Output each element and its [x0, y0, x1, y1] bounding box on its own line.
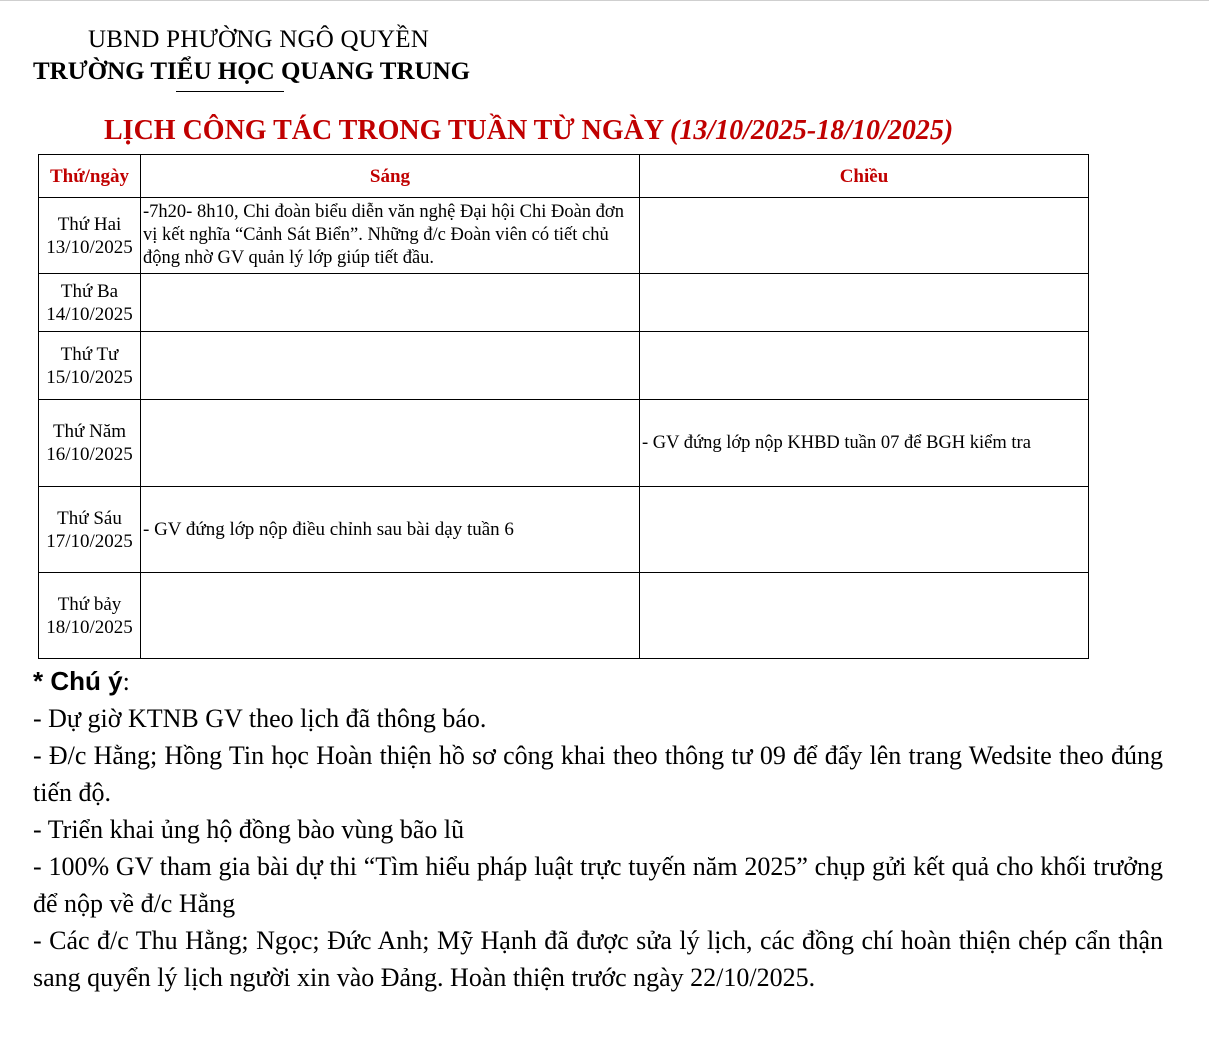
- date: 16/10/2025: [46, 444, 133, 465]
- day-cell: [39, 573, 141, 659]
- table-row: [39, 274, 1089, 332]
- notes-heading: [33, 663, 1163, 700]
- morning-cell: [141, 332, 640, 400]
- date: 14/10/2025: [46, 303, 133, 325]
- afternoon-cell: [640, 332, 1089, 400]
- notes-heading-colon: :: [122, 667, 130, 696]
- header-afternoon: Chiều: [640, 155, 1089, 198]
- table-row: [39, 198, 1089, 274]
- day-cell: [39, 198, 141, 274]
- morning-cell: - GV đứng lớp nộp điều chỉnh sau bài dạy tuần 6: [141, 487, 640, 573]
- weekday: Thứ bảy: [57, 593, 122, 615]
- afternoon-cell: [640, 274, 1089, 332]
- table-row: [39, 332, 1089, 400]
- schedule-date-range: (13/10/2025-18/10/2025): [670, 115, 954, 146]
- header-day: Thứ/ngày: [39, 155, 141, 198]
- top-border-line: [0, 0, 1209, 1]
- weekday: Thứ Năm: [52, 421, 127, 442]
- school-name-underline: [176, 91, 284, 92]
- schedule-title-text: LỊCH CÔNG TÁC TRONG TUẦN TỪ NGÀY: [104, 115, 671, 146]
- weekday: Thứ Ba: [60, 280, 119, 302]
- day-cell: [39, 274, 141, 332]
- notes-section: [33, 663, 1163, 996]
- table-row: [39, 573, 1089, 659]
- afternoon-cell: - GV đứng lớp nộp KHBD tuần 07 để BGH kiểm tra: [640, 400, 1089, 487]
- weekday: Thứ Hai: [57, 213, 122, 235]
- note-item: - 100% GV tham gia bài dự thi “Tìm hiểu pháp luật trực tuyến năm 2025” chụp gửi kết quả cho khối trưởng để nộp về đ/c Hằng: [33, 852, 1163, 918]
- date: 15/10/2025: [46, 366, 133, 388]
- morning-cell: [141, 274, 640, 332]
- schedule-title: [104, 115, 953, 147]
- header-morning: Sáng: [141, 155, 640, 198]
- note-item: - Các đ/c Thu Hằng; Ngọc; Đức Anh; Mỹ Hạnh đã được sửa lý lịch, các đồng chí hoàn thiện chép cẩn thận sang quyển lý lịch người xin vào Đảng. Hoàn thiện trước ngày 22/10/2025.: [33, 926, 1163, 992]
- morning-cell: -7h20- 8h10, Chi đoàn biểu diễn văn nghệ Đại hội Chi Đoàn đơn vị kết nghĩa “Cảnh Sát Biển”. Những đ/c Đoàn viên có tiết chủ động nhờ GV quản lý lớp giúp tiết đầu.: [141, 198, 640, 274]
- note-item: - Triển khai ủng hộ đồng bào vùng bão lũ: [33, 815, 465, 844]
- org-name: UBND PHƯỜNG NGÔ QUYỀN: [88, 26, 429, 53]
- table-row: [39, 487, 1089, 573]
- schedule-table: [38, 154, 1089, 659]
- afternoon-cell: [640, 573, 1089, 659]
- note-item: - Đ/c Hằng; Hồng Tin học Hoàn thiện hồ sơ công khai theo thông tư 09 để đẩy lên trang Wedsite theo đúng tiến độ.: [33, 741, 1163, 807]
- weekday: Thứ Sáu: [57, 507, 122, 529]
- afternoon-cell: [640, 198, 1089, 274]
- weekday: Thứ Tư: [60, 343, 119, 365]
- morning-cell: [141, 573, 640, 659]
- date: 13/10/2025: [46, 236, 133, 258]
- morning-cell: [141, 400, 640, 487]
- table-row: [39, 400, 1089, 487]
- afternoon-cell: [640, 487, 1089, 573]
- date: 18/10/2025: [46, 616, 133, 638]
- school-name: TRƯỜNG TIỂU HỌC QUANG TRUNG: [33, 58, 471, 85]
- date: 17/10/2025: [46, 530, 133, 552]
- notes-heading-text: * Chú ý: [33, 666, 123, 696]
- day-cell: [39, 487, 141, 573]
- day-cell: [39, 332, 141, 400]
- table-header-row: [39, 155, 1089, 198]
- day-cell: [39, 400, 141, 487]
- note-item: - Dự giờ KTNB GV theo lịch đã thông báo.: [33, 704, 487, 733]
